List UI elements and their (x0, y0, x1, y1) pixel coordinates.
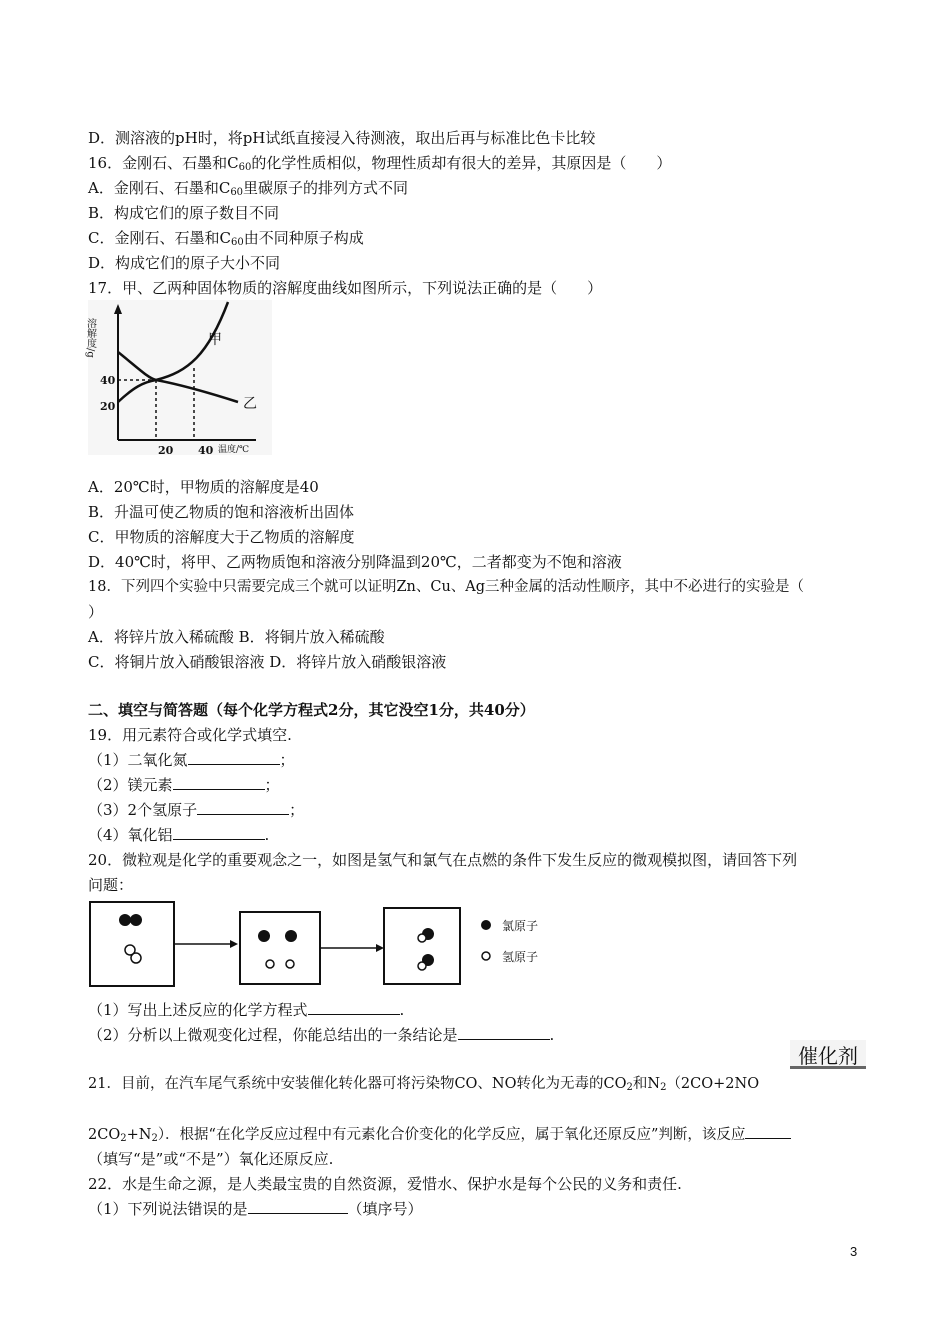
q17-option-a: A．20℃时，甲物质的溶解度是40 (88, 478, 319, 496)
q16-option-b: B．构成它们的原子数目不同 (88, 204, 280, 222)
cl-atom (130, 914, 142, 926)
legend-cl-label: 氯原子 (502, 919, 539, 933)
h-atom (418, 934, 426, 942)
q20-stem: 20．微粒观是化学的重要观念之一，如图是氢气和氯气在点燃的条件下发生反应的微观模拟图，请回答下列 (88, 851, 798, 869)
q19-stem: 19．用元素符合或化学式填空. (88, 726, 292, 744)
answer-blank[interactable] (173, 825, 265, 840)
answer-blank[interactable] (745, 1124, 791, 1139)
q17-stem: 17．甲、乙两种固体物质的溶解度曲线如图所示，下列说法正确的是（ ） (88, 279, 603, 297)
q22-stem: 22．水是生命之源，是人类最宝贵的自然资源，爱惜水、保护水是每个公民的义务和责任. (88, 1175, 682, 1193)
h-atom (266, 960, 274, 968)
answer-blank[interactable] (188, 750, 280, 765)
q19-item-4: （4）氧化铝 . (88, 826, 270, 844)
q21-line-2: $2CO_2+N_2$）．根据“在化学反应过程中有元素化合价变化的化学反应，属于氧化还原反应”判断，该反应 (88, 1124, 791, 1149)
answer-blank[interactable] (248, 1199, 348, 1214)
arrow-1-head (230, 940, 238, 948)
page-number: 3 (850, 1244, 858, 1259)
q18-stem: 18．下列四个实验中只需要完成三个就可以证明Zn、Cu、Ag三种金属的活动性顺序，其中不必进行的实验是（ (88, 579, 805, 595)
section-2-heading: 二、填空与简答题（每个化学方程式2分，其它没空1分，共40分） (88, 701, 535, 719)
q17-option-d: D．40℃时，将甲、乙两物质饱和溶液分别降温到20℃，二者都变为不饱和溶液 (88, 553, 622, 571)
y-axis-label: 溶解度/g (84, 318, 96, 358)
q21-line-1: 21．目前，在汽车尾气系统中安装催化转化器可将污染物CO、NO转化为无毒的$CO_2$和$N_2(2CO+2NO$ (88, 1076, 760, 1093)
x-tick-40: 40 (198, 444, 214, 457)
catalyst-label: 催化剂 (790, 1040, 866, 1069)
box-products (384, 908, 460, 984)
q22-item-1: （1）下列说法错误的是 （填序号） (88, 1200, 423, 1218)
legend-h-label: 氢原子 (502, 950, 539, 964)
series-yi-label: 乙 (243, 396, 257, 412)
box-reactants (90, 902, 174, 986)
q19-item-2: （2）镁元素 ； (88, 776, 280, 794)
h-atom (418, 962, 426, 970)
q18-options-ab: A．将锌片放入稀硫酸 B．将铜片放入稀硫酸 (88, 628, 385, 646)
series-jia-label: 甲 (208, 332, 222, 348)
micro-reaction-diagram (88, 898, 558, 990)
answer-blank[interactable] (458, 1025, 550, 1040)
q20-item-2: （2）分析以上微观变化过程，你能总结出的一条结论是 . (88, 1026, 555, 1044)
x-tick-20: 20 (158, 444, 174, 457)
q20-item-1: （1）写出上述反应的化学方程式 . (88, 1001, 405, 1019)
h-atom (286, 960, 294, 968)
answer-blank[interactable] (308, 1000, 400, 1015)
q16-option-d: D．构成它们的原子大小不同 (88, 254, 281, 272)
x-axis-label: 温度/℃ (218, 445, 250, 455)
legend-h-icon (482, 952, 490, 960)
cl-atom (119, 914, 131, 926)
cl-atom (285, 930, 297, 942)
legend-cl-icon (481, 920, 491, 930)
q17-option-b: B．升温可使乙物质的饱和溶液析出固体 (88, 503, 355, 521)
answer-blank[interactable] (197, 800, 289, 815)
q18-stem-end: ） (88, 603, 104, 621)
q15-option-d: D．测溶液的pH时，将pH试纸直接浸入待测液，取出后再与标准比色卡比较 (88, 129, 596, 147)
chart-background (88, 300, 272, 455)
y-tick-20: 20 (100, 400, 116, 413)
q16-option-c: C．金刚石、石墨和$C_{60}$由不同种原子构成 (88, 229, 364, 248)
solubility-chart (84, 300, 272, 457)
y-tick-40: 40 (100, 374, 116, 387)
q18-options-cd: C．将铜片放入硝酸银溶液 D．将锌片放入硝酸银溶液 (88, 653, 447, 671)
q16-option-a: A．金刚石、石墨和$C_{60}$里碳原子的排列方式不同 (88, 179, 409, 198)
q19-item-3: （3）2个氢原子 ； (88, 801, 305, 819)
q19-item-1: （1）二氧化氮 ； (88, 751, 295, 769)
q17-option-c: C．甲物质的溶解度大于乙物质的溶解度 (88, 528, 355, 546)
cl-atom (258, 930, 270, 942)
q16-stem: 16．金刚石、石墨和$C_{60}$的化学性质相似，物理性质却有很大的差异，其原因是（ ） (88, 154, 672, 173)
answer-blank[interactable] (173, 775, 265, 790)
q20-stem-end: 问题： (88, 876, 134, 894)
box-atoms (240, 912, 320, 984)
arrow-2-head (376, 944, 384, 952)
q21-line-3: （填写“是”或“不是”）氧化还原反应. (88, 1150, 334, 1168)
h-atom (131, 953, 141, 963)
